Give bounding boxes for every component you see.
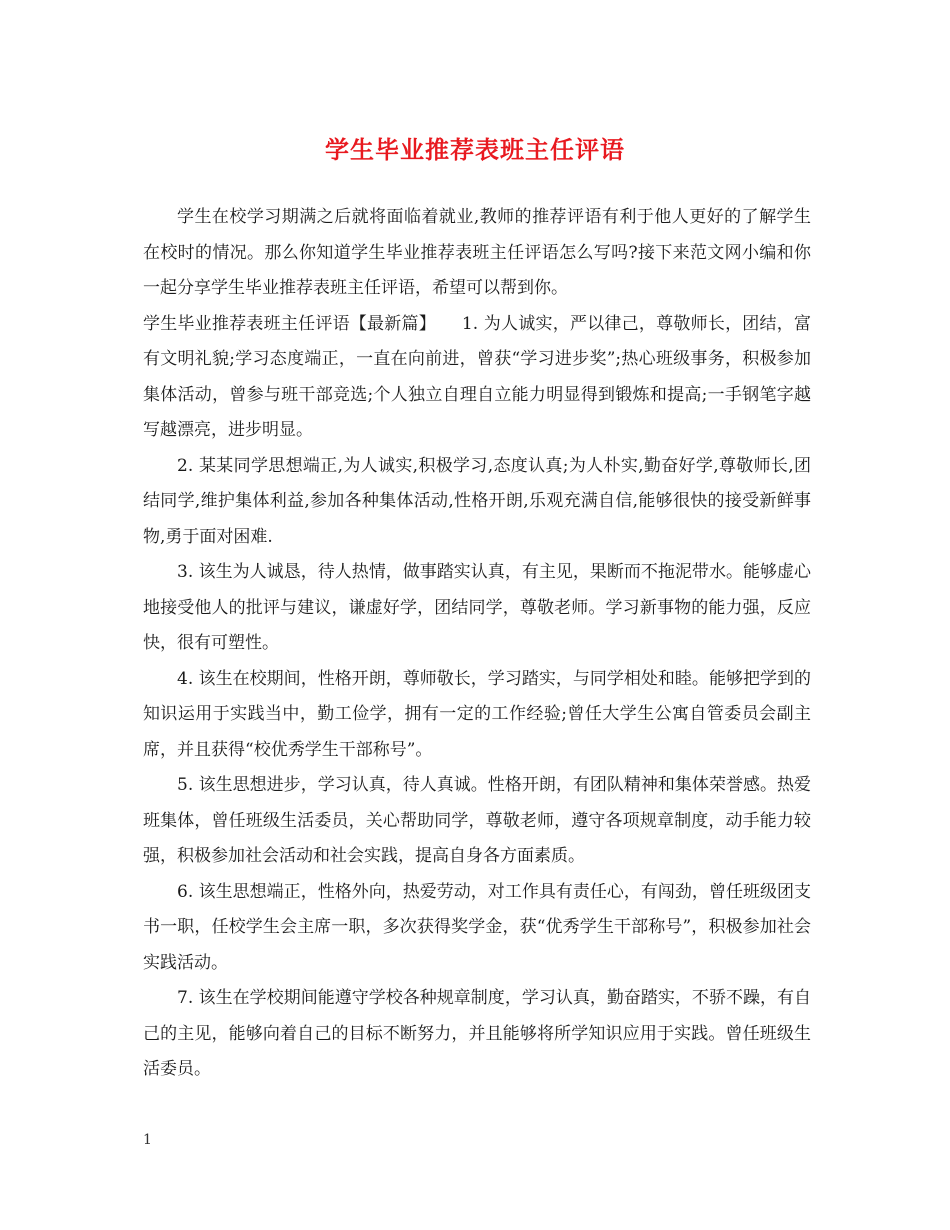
page-number: 1	[143, 1132, 152, 1148]
comment-item: 5. 该生思想进步，学习认真，待人真诚。性格开朗，有团队精神和集体荣誉感。热爱班集体，曾任班级生活委员，关心帮助同学，尊敬老师，遵守各项规章制度，动手能力较强，积极参加社会活动和社会实践，提高自身各方面素质。	[143, 775, 811, 866]
intro-paragraph: 学生在校学习期满之后就将面临着就业,教师的推荐评语有利于他人更好的了解学生在校时的情况。那么你知道学生毕业推荐表班主任评语怎么写吗?接下来范文网小编和你一起分享学生毕业推荐表班主任评语，希望可以帮到你。	[143, 207, 811, 298]
comment-item: 2. 某某同学思想端正,为人诚实,积极学习,态度认真;为人朴实,勤奋好学,尊敬师长,团结同学,维护集体利益,参加各种集体活动,性格开朗,乐观充满自信,能够很快的接受新鲜事物,勇于面对困难.	[143, 455, 811, 547]
comment-item: 3. 该生为人诚恳，待人热情，做事踏实认真，有主见，果断而不拖泥带水。能够虚心地接受他人的批评与建议，谦虚好学，团结同学，尊敬老师。学习新事物的能力强，反应快，很有可塑性。	[143, 562, 811, 653]
document-title: 学生毕业推荐表班主任评语	[325, 135, 625, 164]
comment-item: 4. 该生在校期间，性格开朗，尊师敬长，学习踏实，与同学相处和睦。能够把学到的知识运用于实践当中，勤工俭学，拥有一定的工作经验;曾任大学生公寓自管委员会副主席，并且获得“校优秀学生干部称号”。	[143, 668, 811, 760]
comment-item: 6. 该生思想端正，性格外向，热爱劳动，对工作具有责任心，有闯劲，曾任班级团支书一职，任校学生会主席一职，多次获得奖学金，获“优秀学生干部称号”，积极参加社会实践活动。	[143, 881, 811, 973]
document-body	[143, 200, 811, 1088]
section-paragraph: 学生毕业推荐表班主任评语【最新篇】 1. 为人诚实，严以律己，尊敬师长，团结，富有文明礼貌;学习态度端正，一直在向前进，曾获“学习进步奖”;热心班级事务，积极参加集体活动，曾参与班干部竞选;个人独立自理自立能力明显得到锻炼和提高;一手钢笔字越写越漂亮，进步明显。	[143, 313, 811, 440]
comment-item: 7. 该生在学校期间能遵守学校各种规章制度，学习认真，勤奋踏实，不骄不躁，有自己的主见，能够向着自己的目标不断努力，并且能够将所学知识应用于实践。曾任班级生活委员。	[143, 988, 811, 1079]
